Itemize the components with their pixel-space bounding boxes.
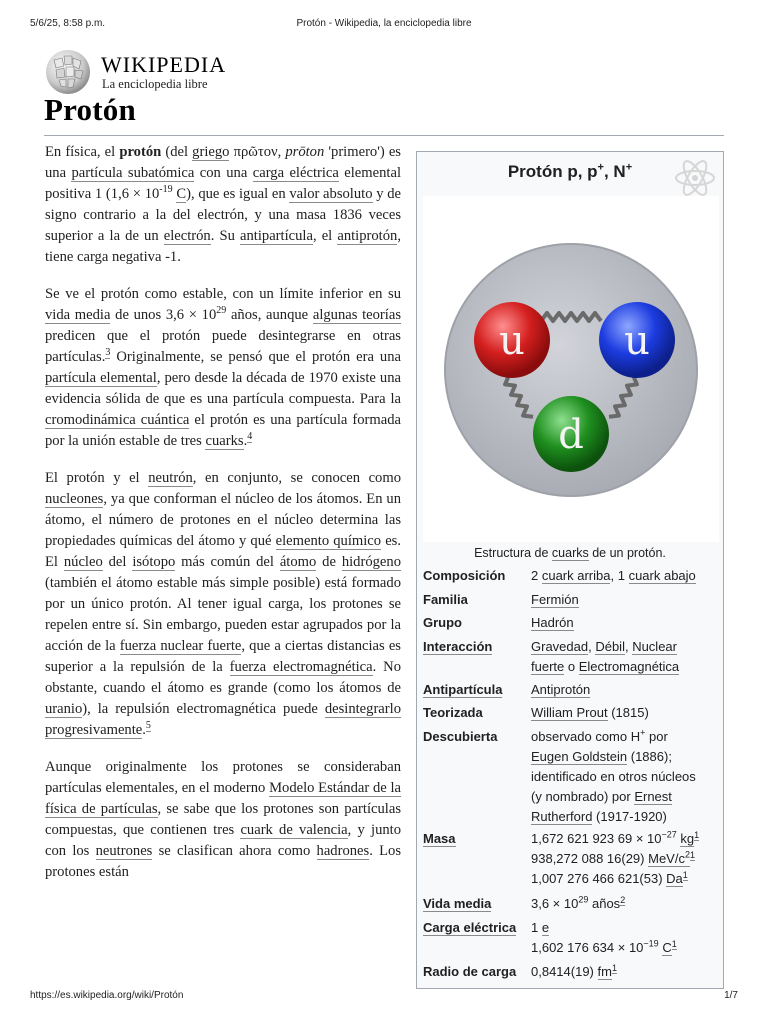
row-label: Composición [423,568,506,583]
page-url: https://es.wikipedia.org/wiki/Protón [30,990,184,1001]
text: , y junto con los [45,822,402,859]
exponent: 2 [684,849,690,860]
superscript: + [597,161,604,174]
text: (1886); [627,749,672,764]
text: Se ve el protón como estable, con un límite inferior en su [45,286,401,302]
text: , en conjunto, se conocen como [192,470,401,486]
text: 2 [531,568,542,583]
text: es. El [45,533,402,570]
link-coulomb[interactable]: C [176,186,187,202]
link-eugen-goldstein[interactable]: Eugen Goldstein [531,749,628,764]
text: observado como H [531,729,641,744]
title-divider [44,135,724,136]
link-kg[interactable]: kg [680,831,695,846]
text: años, aunque [226,307,313,323]
link-cromodinamica-cuantica[interactable]: cromodinámica cuántica [45,412,190,428]
text: 3,6 × 10 [531,896,579,911]
link-vida-media[interactable]: vida media [45,307,111,323]
link-nuclear-fuerte[interactable]: fuerte [531,659,565,674]
reference-1[interactable]: 1 [671,938,677,949]
reference-4[interactable]: 4 [247,431,253,443]
text: , tiene carga negativa -1. [45,228,401,265]
row-value [531,894,719,914]
text: (1815) [607,705,649,720]
text: por [645,729,668,744]
link-particula-subatomica[interactable]: partícula subatómica [71,165,195,181]
paragraph-2 [45,284,401,452]
text: (también el átomo estable más simple posible) está formado por un único protón. Al tener igual carga, los protones se repelen entre sí. Sin embargo, pueden estar agrupados por la acción de la [45,575,401,654]
text: Aunque originalmente los protones se consideraban partículas elementales, en el moderno [45,759,401,796]
row-label [423,894,527,914]
link-gravedad[interactable]: Gravedad [531,639,589,654]
text: 938,272 088 16(29) [531,851,649,866]
text: o [564,659,579,674]
row-label: Radio de carga [423,964,517,979]
text: MeV/c [648,851,685,866]
text: πρῶτον, [229,144,286,160]
text: ), la repulsión electromagnética puede [82,701,325,717]
link-valor-absoluto[interactable]: valor absoluto [289,186,373,202]
text: . Su [210,228,241,244]
link-isotopo[interactable]: isótopo [132,554,176,570]
text: de [316,554,342,570]
text: (y nombrado) por [531,789,635,804]
reference-1[interactable]: 1 [694,829,700,840]
link-antiparticula[interactable]: antipartícula [240,228,313,244]
link-antiproton[interactable]: antiprotón [337,228,398,244]
exponent: -19 [159,184,173,196]
link-hidrogeno[interactable]: hidrógeno [341,554,401,570]
row-value [531,680,719,700]
link-cuark-de-valencia[interactable]: cuark de valencia [240,822,348,838]
link-modelo-estandar[interactable]: Modelo Estándar de la física de partículas [45,780,401,817]
row-value [531,962,719,982]
wikipedia-wordmark: WIKIPEDIA [101,52,227,77]
link-ernest-rutherford[interactable]: Ernest [634,789,672,804]
text: Estructura de [474,546,552,560]
text: de un protón. [588,546,666,560]
link-cuarks[interactable]: cuarks [551,546,589,560]
row-label: Familia [423,592,468,607]
print-date: 5/6/25, 8:58 p.m. [30,18,106,29]
text: . No obstante, cuando el átomo es grande (como los átomos de [45,659,401,696]
text: del [102,554,133,570]
text: El protón y el [45,470,149,486]
link-nuclear-fuerte[interactable]: Nuclear [632,639,677,654]
page-number: 1/7 [724,990,738,1001]
text: más común del [175,554,280,570]
row-label: Grupo [423,615,462,630]
row-value [531,637,719,677]
paragraph-1 [45,142,401,268]
row-value [531,829,719,889]
text: , N [603,162,626,181]
row-label [423,680,527,700]
text: , 1 [610,568,629,583]
quark-label-d: d [558,412,584,458]
reference-2[interactable]: 2 [620,894,626,905]
link-electron[interactable]: electrón [163,228,211,244]
link-william-prout[interactable]: William Prout [531,705,608,720]
text: , el [312,228,338,244]
paragraph-3 [45,468,401,741]
print-footer [30,990,738,1004]
wikipedia-tagline: La enciclopedia libre [102,77,208,91]
superscript: + [640,727,646,738]
article-body [45,142,401,899]
text: 1,007 276 466 621(53) [531,871,667,886]
row-label: Teorizada [423,705,483,720]
text: , ya que conforman el núcleo de los átomos. En un átomo, el número de protones en el núcleo determina las propiedades químicas del átomo y qué [45,491,401,549]
text: ), que es igual en [186,186,290,202]
paragraph-4 [45,757,401,883]
text: , pero desde la década de 1970 existe una evidencia sólida de que es una partícula compuesta. Para la [45,370,401,407]
italic-term: prōton [285,144,325,160]
quark-structure-diagram [423,196,719,542]
link-particula-elemental[interactable]: partícula elemental [45,370,157,386]
text: En física, el [45,144,120,160]
text: (1917-1920) [592,809,667,824]
reference-1[interactable]: 1 [689,849,695,860]
link-antiparticula[interactable]: Antipartícula [423,682,503,697]
row-label [423,829,527,849]
row-value [531,703,719,723]
row-label [423,918,527,938]
row-value [531,727,719,827]
print-page-title: Protón - Wikipedia, la enciclopedia libre [296,18,472,29]
infobox [416,151,724,989]
wikipedia-globe-icon [44,48,92,96]
text: Originalmente, se pensó que el protón era una [110,349,401,365]
row-value [531,613,719,633]
text: predicen que el protón puede desintegrarse en otras partículas. [45,328,401,365]
row-label [423,637,527,657]
text: años [588,896,621,911]
link-interaccion[interactable]: Interacción [423,639,493,654]
print-header [30,18,738,32]
text: . Los protones están [45,843,402,880]
link-hadrones[interactable]: hadrones [316,843,370,859]
link-fermion[interactable]: Fermión [531,592,579,607]
exponent: 29 [216,305,227,317]
text: . [142,722,146,738]
link-uranio[interactable]: uranio [45,701,83,717]
exponent: −27 [661,829,677,840]
text: . [243,433,248,449]
link-vida-media[interactable]: Vida media [423,896,492,911]
text: y de signo contrario a la del electrón, y una masa 1836 veces superior a la de un [45,186,402,244]
link-mev-c2[interactable] [648,851,690,867]
link-coulomb[interactable]: C [662,940,672,955]
reference-1[interactable]: 1 [611,962,617,973]
text: 1,672 621 923 69 × 10 [531,831,662,846]
link-nucleo[interactable]: núcleo [63,554,103,570]
link-debil[interactable]: Débil [595,639,625,654]
link-electromagnetica[interactable]: Electromagnética [578,659,680,674]
link-neutrones[interactable]: neutrones [95,843,153,859]
link-algunas-teorias[interactable]: algunas teorías [312,307,401,323]
link-fuerza-electromagnetica[interactable]: fuerza electromagnética [229,659,373,675]
row-value [531,590,719,610]
link-cuarks[interactable]: cuarks [205,433,244,449]
link-hadron[interactable]: Hadrón [531,615,574,630]
image-caption [417,546,723,560]
exponent: −19 [643,938,659,949]
link-carga-electrica[interactable]: carga eléctrica [252,165,339,181]
text: elemental positiva 1 (1,6 × 10 [45,165,401,202]
text: identificado en otros núcleos [531,769,696,784]
quark-label-u: u [624,318,650,364]
link-cuark-arriba[interactable]: cuark arriba [541,568,611,583]
text: , se sabe que los protones son partículas compuestas, que contienen tres [45,801,402,838]
link-carga-electrica[interactable]: Carga eléctrica [423,920,517,935]
link-carga-elemental[interactable]: e [541,920,550,935]
proton-quark-image[interactable] [423,196,719,542]
atom-icon [673,158,717,198]
text: se clasifican ahora como [152,843,317,859]
reference-5[interactable]: 5 [145,720,151,732]
link-nucleones[interactable]: nucleones [45,491,104,507]
wikipedia-logo[interactable] [44,46,244,96]
row-label: Descubierta [423,729,498,744]
text: de unos 3,6 × 10 [110,307,217,323]
reference-1[interactable]: 1 [682,869,688,880]
link-fuerza-nuclear-fuerte[interactable]: fuerza nuclear fuerte [119,638,242,654]
text: 'primero') es una [45,144,401,181]
row-value [531,566,719,586]
link-elemento-quimico[interactable]: elemento químico [275,533,382,549]
link-griego[interactable]: griego [192,144,230,160]
text: , [624,639,633,654]
link-fm[interactable]: fm [597,964,612,979]
link-masa[interactable]: Masa [423,831,456,846]
link-da[interactable]: Da [666,871,683,886]
text: , que a ciertas distancias es superior a la repulsión de la [45,638,401,675]
text: 1 [531,920,542,935]
text: , [588,639,596,654]
bold-term: protón [119,144,162,160]
link-antiproton[interactable]: Antiprotón [531,682,591,697]
link-ernest-rutherford[interactable]: Rutherford [531,809,593,824]
page-title: Protón [44,92,136,127]
text: Protón p, p [507,162,598,181]
exponent: 29 [578,894,589,905]
link-atomo[interactable]: átomo [279,554,317,570]
link-desintegrarlo-progresivamente[interactable]: desintegrarlo progresivamente [45,701,401,738]
reference-3[interactable]: 3 [105,347,111,359]
superscript: + [625,161,633,174]
text: con una [194,165,253,181]
text: 1,602 176 634 × 10 [531,940,644,955]
quark-label-u: u [499,318,525,364]
text: el protón es una partícula formada por la unión estable de tres [45,412,402,449]
text: (del [161,144,193,160]
link-cuark-abajo[interactable]: cuark abajo [628,568,696,583]
row-value [531,918,719,958]
link-neutron[interactable]: neutrón [148,470,193,486]
text: 0,8414(19) [531,964,598,979]
